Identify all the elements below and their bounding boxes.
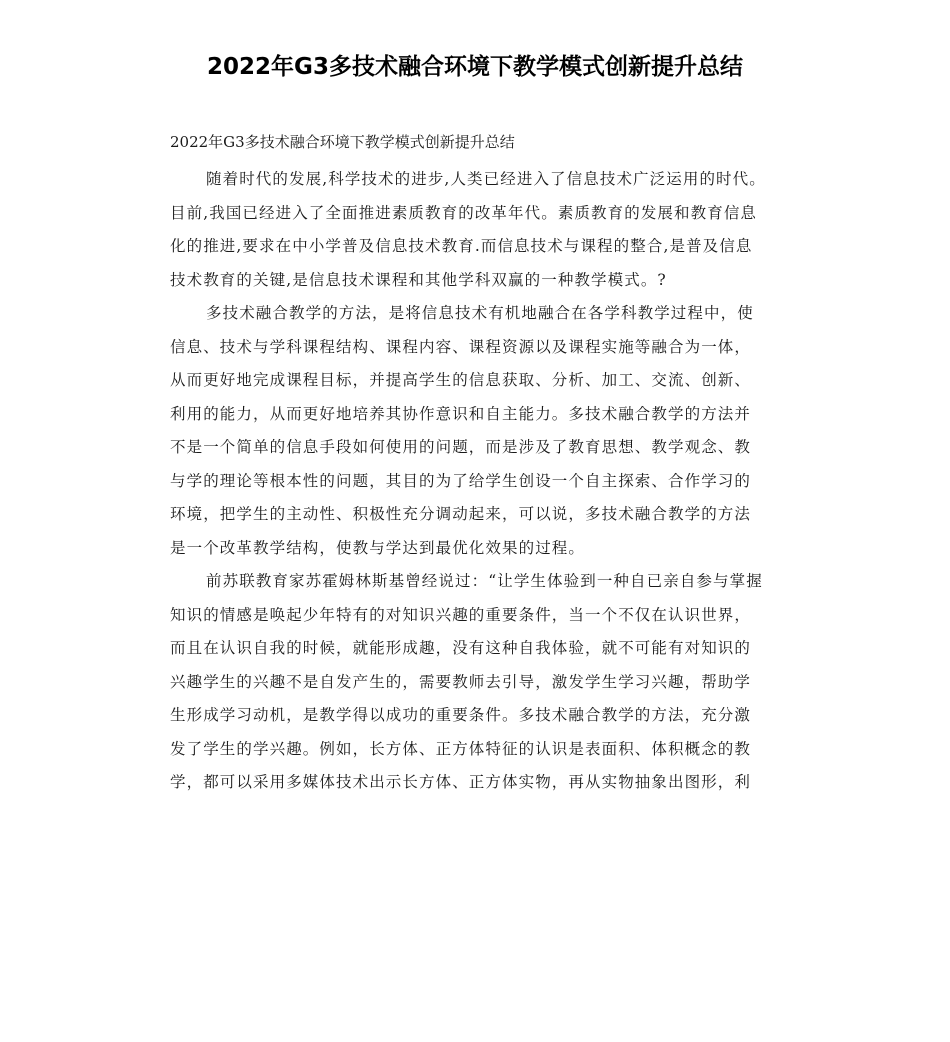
- text-line: 目前,我国已经进入了全面推进素质教育的改革年代。素质教育的发展和教育信息: [170, 203, 758, 222]
- text-line: 利用的能力，从而更好地培养其协作意识和自主能力。多技术融合教学的方法并: [170, 404, 752, 423]
- text-line: 兴趣学生的兴趣不是自发产生的，需要教师去引导，激发学生学习兴趣，帮助学: [170, 672, 752, 691]
- text-line: 知识的情感是唤起少年特有的对知识兴趣的重要条件，当一个不仅在认识世界，: [170, 605, 752, 624]
- text-line: 环境，把学生的主动性、积极性充分调动起来，可以说，多技术融合教学的方法: [170, 505, 752, 523]
- text-line: 学，都可以采用多媒体技术出示长方体、正方体实物，再从实物抽象出图形，利: [170, 773, 752, 791]
- text-line: 多技术融合教学的方法，是将信息技术有机地融合在各学科教学过程中，使: [206, 304, 754, 322]
- text-line: 生形成学习动机，是教学得以成功的重要条件。多技术融合教学的方法，充分激: [170, 706, 752, 724]
- text-line: 技术教育的关键,是信息技术课程和其他学科双赢的一种教学模式。?: [170, 270, 667, 289]
- text-line: 与学的理论等根本性的问题，其目的为了给学生创设一个自主探索、合作学习的: [170, 471, 752, 490]
- paragraph: [170, 163, 790, 297]
- text-line: 随着时代的发展,科学技术的进步,人类已经进入了信息技术广泛运用的时代。: [206, 170, 766, 188]
- text-line: 从而更好地完成课程目标，并提高学生的信息获取、分析、加工、交流、创新、: [170, 371, 752, 389]
- text-line: 是一个改革教学结构，使教与学达到最优化效果的过程。: [170, 538, 586, 557]
- text-line: 而且在认识自我的时候，就能形成趣，没有这种自我体验，就不可能有对知识的: [170, 639, 752, 657]
- paragraph: [170, 565, 790, 800]
- paragraph: [170, 297, 790, 565]
- text-line: 发了学生的学兴趣。例如，长方体、正方体特征的认识是表面积、体积概念的教: [170, 739, 752, 758]
- document-title: 2022年G3多技术融合环境下教学模式创新提升总结: [207, 54, 743, 80]
- document-body: [170, 163, 790, 800]
- document-subtitle: 2022年G3多技术融合环境下教学模式创新提升总结: [170, 133, 515, 151]
- text-line: 化的推进,要求在中小学普及信息技术教育.而信息技术与课程的整合,是普及信息: [170, 237, 753, 255]
- text-line: 前苏联教育家苏霍姆林斯基曾经说过：“让学生体验到一种自已亲自参与掌握: [206, 572, 763, 590]
- text-line: 信息、技术与学科课程结构、课程内容、课程资源以及课程实施等融合为一体，: [170, 337, 752, 356]
- text-line: 不是一个简单的信息手段如何使用的问题，而是涉及了教育思想、教学观念、教: [170, 438, 752, 456]
